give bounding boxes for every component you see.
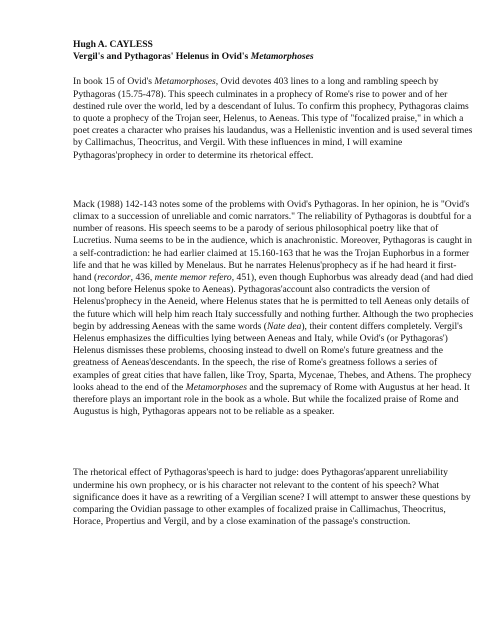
italic-text: Metamorphoses: [185, 381, 247, 393]
paragraph-text: , Ovid devotes 403 lines to a long and rambling speech by Pythagoras (15.75-478). This speech culminates in a prophecy of Rome's rise to power and of her destined rule over the world, led by a descendant of Iulus. To confirm this prophecy, Pythagoras claims to quote a prophecy of the Trojan seer, Helenus, to Aeneas. This type of "focalized praise," in which a poet creates a character who praises his laudandus, was a Hellenistic invention and is used several times by Callimachus, Theocritus, and Vergil. With these influences in mind, I will examine Pythagoras'prophecy in order to determine its rhetorical effect.: [73, 76, 473, 161]
paragraph-2: [73, 199, 475, 419]
paragraph-text: and the supremacy of Rome with Augustus at her head. It therefore plays an important role in the book as a whole. But while the focalized praise of Rome and Augustus is high, Pythagoras appears not to be reliable as a speaker.: [73, 381, 470, 418]
paragraph-text: , 436,: [130, 272, 155, 284]
paragraph-3: [73, 467, 475, 528]
italic-text: Metamorphoses: [154, 76, 216, 88]
italic-text: recordor: [97, 272, 131, 284]
paragraph-1: [73, 76, 475, 161]
title-text: Vergil's and Pythagoras' Helenus in Ovid's: [73, 51, 251, 63]
italic-text: mente memor refero: [154, 272, 232, 284]
paragraph-text: Mack (1988) 142-143 notes some of the problems with Ovid's Pythagoras. In her opinion, he is "Ovid's climax to a succession of unreliable and comic narrators." The reliability of Pythagoras is doubtful for a number of reasons. His speech seems to be a parody of serious philosophical poetry like that of Lucretius. Numa seems to be in the audience, which is anachronistic. Moreover, Pythagoras is caught in a self-contradiction: he had earlier claimed at 15.160-163 that he was the Trojan Euphorbus in a former life and that he was killed by Menelaus. But he narrates Helenus'prophecy as if he had heard it first-hand (: [73, 198, 472, 284]
document-page: [73, 39, 475, 529]
paragraph-text: ), their content differs completely. Vergil's Helenus emphasizes the difficulties lying between Aeneas and Italy, while Ovid's (or Pythagoras') Helenus dismisses these problems, choosing instead to dwell on Rome's future greatness and the greatness of Aeneas'descendants. In the speech, the rise of Rome's greatness follows a series of examples of great cities that have fallen, like Troy, Sparta, Mycenae, Thebes, and Athens. The prophecy looks ahead to the end of the: [73, 320, 472, 393]
paper-title: [73, 51, 475, 63]
paragraph-text: In book 15 of Ovid's: [73, 76, 155, 88]
italic-text: Nate dea: [266, 320, 302, 332]
paragraph-text: The rhetorical effect of Pythagoras'speech is hard to judge: does Pythagoras'apparent unreliability undermine his own prophecy, or is his character not relevant to the content of his speech? What significance does it have as a rewriting of a Vergilian scene? I will attempt to answer these questions by comparing the Ovidian passage to other examples of focalized praise in Callimachus, Theocritus, Horace, Propertius and Vergil, and by a close examination of the passage's construction.: [73, 467, 471, 528]
author-name: Hugh A. CAYLESS: [73, 39, 153, 50]
paragraph-text: , 451), even though Euphorbus was already dead (and had died not long before Helenus spoke to Aeneas). Pythagoras'account also contradicts the version of Helenus'prophecy in the Aeneid, where Helenus states that he is permitted to tell Aeneas only details of the future which will help him reach Italy successfully and nothing further. Although the two prophecies begin by addressing Aeneas with the same words (: [73, 272, 474, 332]
title-italic-text: Metamorphoses: [250, 51, 314, 63]
